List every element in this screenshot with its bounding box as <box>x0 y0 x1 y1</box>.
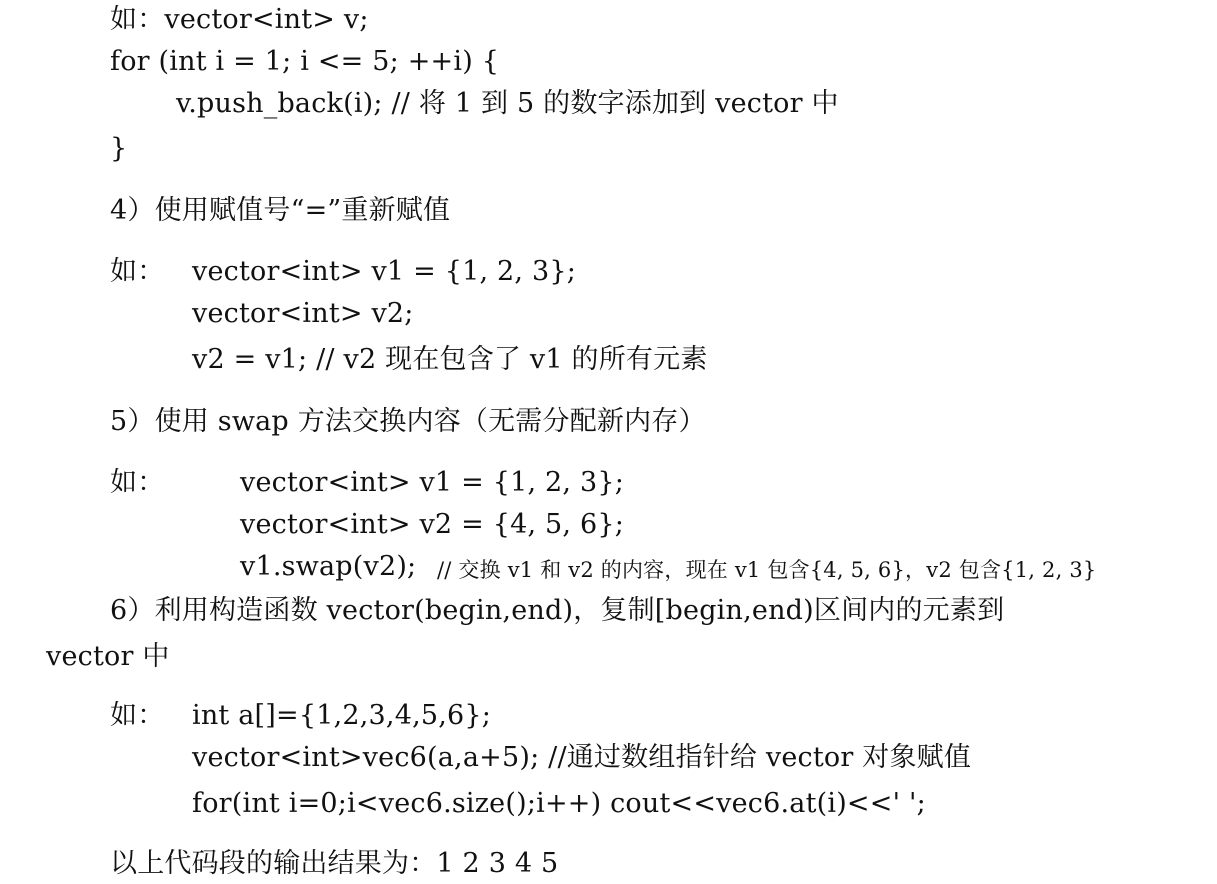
code-line: 如：vector<int> v; <box>110 4 369 35</box>
code-line: for(int i=0;i<vec6.size();i++) cout<<vec6.at(i)<<' '; <box>192 788 926 819</box>
section-heading: 6）利用构造函数 vector(begin,end)，复制[begin,end)区间内的元素到 <box>110 595 1005 626</box>
code-line: vector<int> v2; <box>192 298 414 329</box>
code-line: v2 = v1; // v2 现在包含了 v1 的所有元素 <box>192 344 708 375</box>
code-line: vector<int> v1 = {1, 2, 3}; <box>192 256 577 287</box>
section-heading: 5）使用 swap 方法交换内容（无需分配新内存） <box>110 406 706 437</box>
code-line: v1.swap(v2); <box>240 551 417 582</box>
code-line: vector<int> v2 = {4, 5, 6}; <box>240 509 625 540</box>
example-label: 如： <box>110 700 165 731</box>
code-line: v.push_back(i); // 将 1 到 5 的数字添加到 vector 中 <box>176 88 839 119</box>
code-line: vector<int> v1 = {1, 2, 3}; <box>240 467 625 498</box>
section-heading-continued: vector 中 <box>46 641 170 672</box>
code-comment: // 交换 v1 和 v2 的内容，现在 v1 包含{4, 5, 6}，v2 包含{1, 2, 3} <box>437 558 1097 582</box>
code-line: for (int i = 1; i <= 5; ++i) { <box>110 46 500 77</box>
section-heading: 4）使用赋值号“=”重新赋值 <box>110 195 451 226</box>
example-label: 如： <box>110 467 165 498</box>
output-result: 以上代码段的输出结果为：1 2 3 4 5 <box>110 848 559 879</box>
code-line: vector<int>vec6(a,a+5); //通过数组指针给 vector 对象赋值 <box>192 742 972 773</box>
code-line: int a[]={1,2,3,4,5,6}; <box>192 700 492 731</box>
code-line: } <box>110 133 128 164</box>
example-label: 如： <box>110 256 165 287</box>
